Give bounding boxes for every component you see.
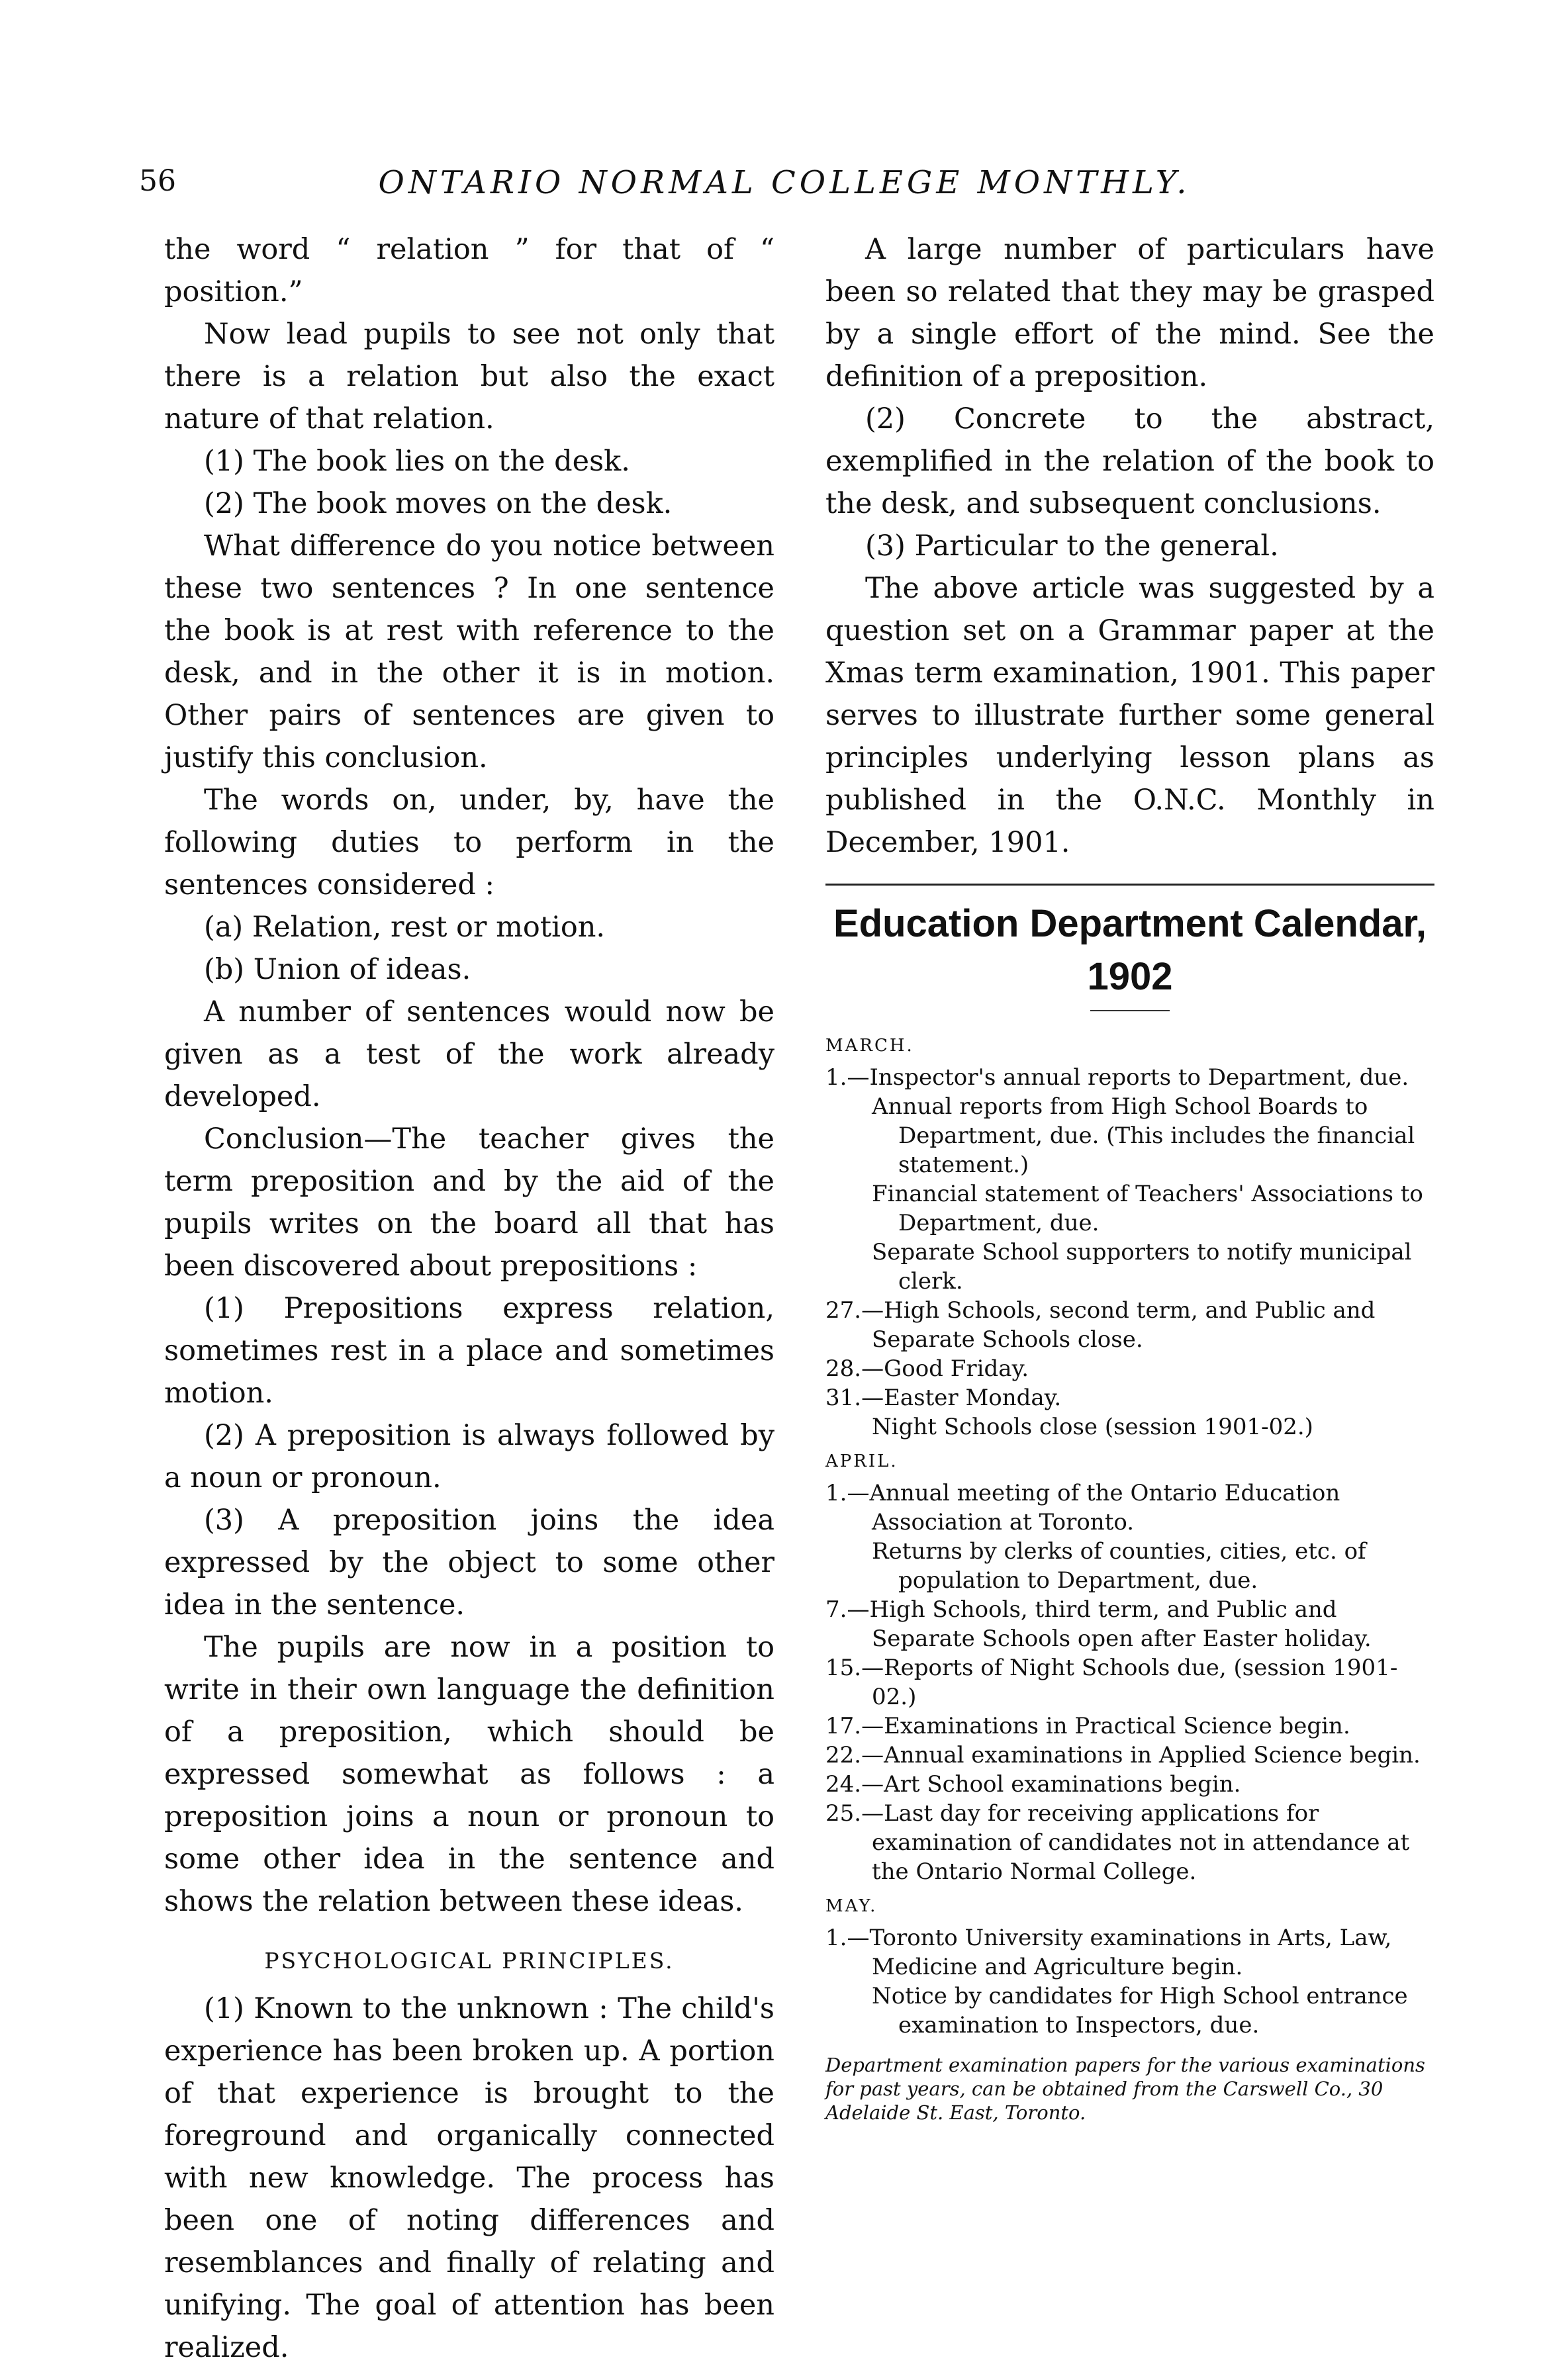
calendar-entry: 31.—Easter Monday. bbox=[825, 1385, 1062, 1411]
paragraph: the word “ relation ” for that of “ position.” bbox=[164, 233, 774, 308]
paragraph: (1) The book lies on the desk. bbox=[204, 445, 630, 478]
calendar-entry: 22.—Annual examinations in Applied Science begin. bbox=[825, 1742, 1421, 1768]
paragraph: The words on, under, by, have the following duties to perform in the sentences considered : bbox=[164, 784, 774, 901]
running-title: ONTARIO NORMAL COLLEGE MONTHLY. bbox=[378, 164, 1191, 201]
calendar-month-heading: APRIL. bbox=[825, 1451, 898, 1471]
calendar-entry: 17.—Examinations in Practical Science begin. bbox=[825, 1713, 1350, 1739]
calendar-list bbox=[825, 1031, 1434, 2040]
paragraph: (3) Particular to the general. bbox=[865, 529, 1279, 563]
calendar-entry: 1.—Inspector's annual reports to Department, due. bbox=[825, 1064, 1409, 1091]
calendar-entry: 15.—Reports of Night Schools due, (session 1901-02.) bbox=[825, 1655, 1398, 1710]
section-divider bbox=[825, 884, 1434, 886]
calendar-title: Education Department Calendar, 1902 bbox=[833, 902, 1427, 998]
calendar-sub-entry: Night Schools close (session 1901-02.) bbox=[872, 1414, 1313, 1440]
paragraph: (1) Known to the unknown : The child's experience has been broken up. A portion of that experience is brought to the foreground and organically connected with new knowledge. The process has been one of noting differences and resemblances and finally of relating and unifying. The goal of attention has been realized. bbox=[164, 1992, 774, 2364]
calendar-note: Department examination papers for the various examinations for past years, can be obtained from the Carswell Co., 30 Adelaide St. East, Toronto. bbox=[825, 2054, 1425, 2124]
title-divider bbox=[1090, 1010, 1170, 1011]
paragraph: (2) The book moves on the desk. bbox=[204, 487, 673, 520]
calendar-entry: 24.—Art School examinations begin. bbox=[825, 1771, 1241, 1798]
calendar-month-heading: MAY. bbox=[825, 1896, 878, 1916]
calendar-sub-entry: Returns by clerks of counties, cities, etc. of population to Department, due. bbox=[872, 1538, 1366, 1594]
page-header bbox=[139, 164, 1430, 204]
page-number: 56 bbox=[139, 164, 176, 198]
section-heading: PSYCHOLOGICAL PRINCIPLES. bbox=[264, 1948, 675, 1974]
calendar-entry: 7.—High Schools, third term, and Public and Separate Schools open after Easter holiday. bbox=[825, 1596, 1372, 1652]
paragraph: A number of sentences would now be given as a test of the work already developed. bbox=[164, 995, 774, 1113]
paragraph: The pupils are now in a position to write in their own language the definition of a preposition, which should be expressed somewhat as follows : a preposition joins a noun or pronoun to some other idea in the sentence and shows the relation between these ideas. bbox=[164, 1631, 774, 1918]
paragraph: (1) Prepositions express relation, sometimes rest in a place and sometimes motion. bbox=[164, 1292, 774, 1410]
calendar-entry: 25.—Last day for receiving applications for examination of candidates not in attendance at the Ontario Normal College. bbox=[825, 1800, 1410, 1885]
paragraph: What difference do you notice between these two sentences ? In one sentence the book is at rest with reference to the desk, and in the other it is in motion. Other pairs of sentences are given to justify this conclusion. bbox=[164, 529, 774, 774]
paragraph: (b) Union of ideas. bbox=[204, 953, 471, 986]
paragraph: Conclusion—The teacher gives the term preposition and by the aid of the pupils writes on the board all that has been discovered about prepositions : bbox=[164, 1122, 774, 1283]
paragraph: (a) Relation, rest or motion. bbox=[204, 911, 606, 944]
paragraph: (2) A preposition is always followed by a noun or pronoun. bbox=[164, 1419, 774, 1494]
calendar-sub-entry: Financial statement of Teachers' Associations to Department, due. bbox=[872, 1181, 1423, 1236]
right-column bbox=[825, 228, 1434, 2125]
left-column bbox=[164, 228, 774, 2369]
calendar-entry: 27.—High Schools, second term, and Public and Separate Schools close. bbox=[825, 1297, 1376, 1353]
paragraph: The above article was suggested by a question set on a Grammar paper at the Xmas term examination, 1901. This paper serves to illustrate further some general principles underlying lesson plans as published in the O.N.C. Monthly in December, 1901. bbox=[825, 572, 1434, 859]
calendar-sub-entry: Notice by candidates for High School entrance examination to Inspectors, due. bbox=[872, 1983, 1408, 2038]
calendar-sub-entry: Separate School supporters to notify municipal clerk. bbox=[872, 1239, 1412, 1295]
calendar-month-heading: MARCH. bbox=[825, 1036, 914, 1056]
calendar-sub-entry: Annual reports from High School Boards to Department, due. (This includes the financial statement.) bbox=[872, 1093, 1415, 1178]
calendar-entry: 1.—Toronto University examinations in Arts, Law, Medicine and Agriculture begin. bbox=[825, 1925, 1392, 1980]
paragraph: A large number of particulars have been so related that they may be grasped by a single effort of the mind. See the definition of a preposition. bbox=[825, 233, 1434, 393]
calendar-entry: 28.—Good Friday. bbox=[825, 1355, 1029, 1382]
paragraph: Now lead pupils to see not only that there is a relation but also the exact nature of that relation. bbox=[164, 318, 774, 435]
paragraph: (2) Concrete to the abstract, exemplified in the relation of the book to the desk, and subsequent conclusions. bbox=[825, 402, 1434, 520]
calendar-entry: 1.—Annual meeting of the Ontario Education Association at Toronto. bbox=[825, 1480, 1340, 1535]
paragraph: (3) A preposition joins the idea expressed by the object to some other idea in the sentence. bbox=[164, 1504, 774, 1622]
